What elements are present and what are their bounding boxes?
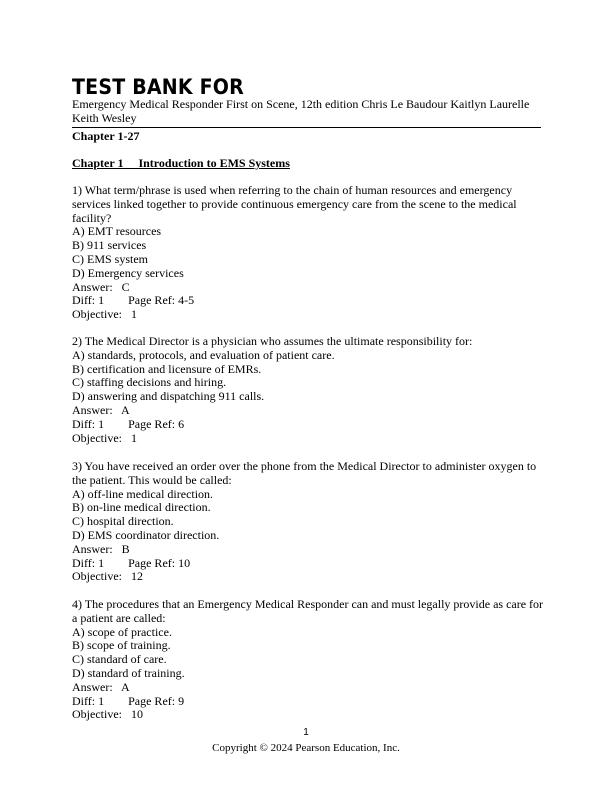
answer-option: B) scope of training. [72, 638, 171, 653]
answer-option: A) standards, protocols, and evaluation of patient care. [72, 347, 335, 362]
objective: Objective: 1 [72, 307, 137, 322]
answer-option: C) staffing decisions and hiring. [72, 375, 227, 390]
answer-option: B) on-line medical direction. [72, 500, 211, 515]
difficulty-page-ref: Diff: 1 Page Ref: 9 [72, 693, 185, 708]
page-title: TEST BANK FOR [72, 75, 244, 100]
objective: Objective: 12 [72, 569, 143, 584]
question-stem: 4) The procedures that an Emergency Medical Responder can and must legally provide as care for a patient are called: [72, 597, 544, 625]
question-stem: 3) You have received an order over the phone from the Medical Director to administer oxygen to the patient. This would be called: [72, 459, 537, 487]
question-block [72, 184, 544, 322]
answer-option: D) answering and dispatching 911 calls. [72, 389, 265, 404]
difficulty-page-ref: Diff: 1 Page Ref: 4-5 [72, 293, 195, 308]
question-block [72, 460, 544, 584]
answer-option: A) EMT resources [72, 224, 162, 239]
correct-answer: Answer: B [72, 541, 130, 556]
question-block [72, 598, 544, 722]
chapter-range: Chapter 1-27 [72, 129, 140, 143]
correct-answer: Answer: A [72, 679, 130, 694]
question-stem: 2) The Medical Director is a physician who assumes the ultimate responsibility for: [72, 334, 473, 348]
question-block [72, 335, 544, 445]
answer-option: C) standard of care. [72, 652, 167, 667]
answer-option: D) EMS coordinator direction. [72, 527, 220, 542]
answer-option: D) Emergency services [72, 265, 184, 280]
answer-option: C) hospital direction. [72, 514, 174, 529]
book-subtitle: Emergency Medical Responder First on Scene, 12th edition Chris Le Baudour Kaitlyn Laurelle Keith Wesley [72, 97, 530, 125]
page-number: 1 [303, 727, 309, 738]
answer-option: A) scope of practice. [72, 624, 172, 639]
objective: Objective: 10 [72, 707, 143, 722]
copyright-notice: Copyright © 2024 Pearson Education, Inc. [212, 742, 400, 754]
answer-option: A) off-line medical direction. [72, 486, 214, 501]
horizontal-rule [72, 127, 541, 128]
difficulty-page-ref: Diff: 1 Page Ref: 10 [72, 555, 191, 570]
answer-option: D) standard of training. [72, 665, 185, 680]
answer-option: C) EMS system [72, 251, 149, 266]
answer-option: B) 911 services [72, 238, 147, 253]
difficulty-page-ref: Diff: 1 Page Ref: 6 [72, 416, 185, 431]
correct-answer: Answer: C [72, 279, 130, 294]
chapter-heading: Chapter 1 Introduction to EMS Systems [72, 156, 290, 170]
correct-answer: Answer: A [72, 402, 130, 417]
objective: Objective: 1 [72, 430, 137, 445]
answer-option: B) certification and licensure of EMRs. [72, 361, 262, 376]
question-stem: 1) What term/phrase is used when referring to the chain of human resources and emergency services linked together to provide continuous emergency care from the scene to the medical facility? [72, 183, 517, 225]
